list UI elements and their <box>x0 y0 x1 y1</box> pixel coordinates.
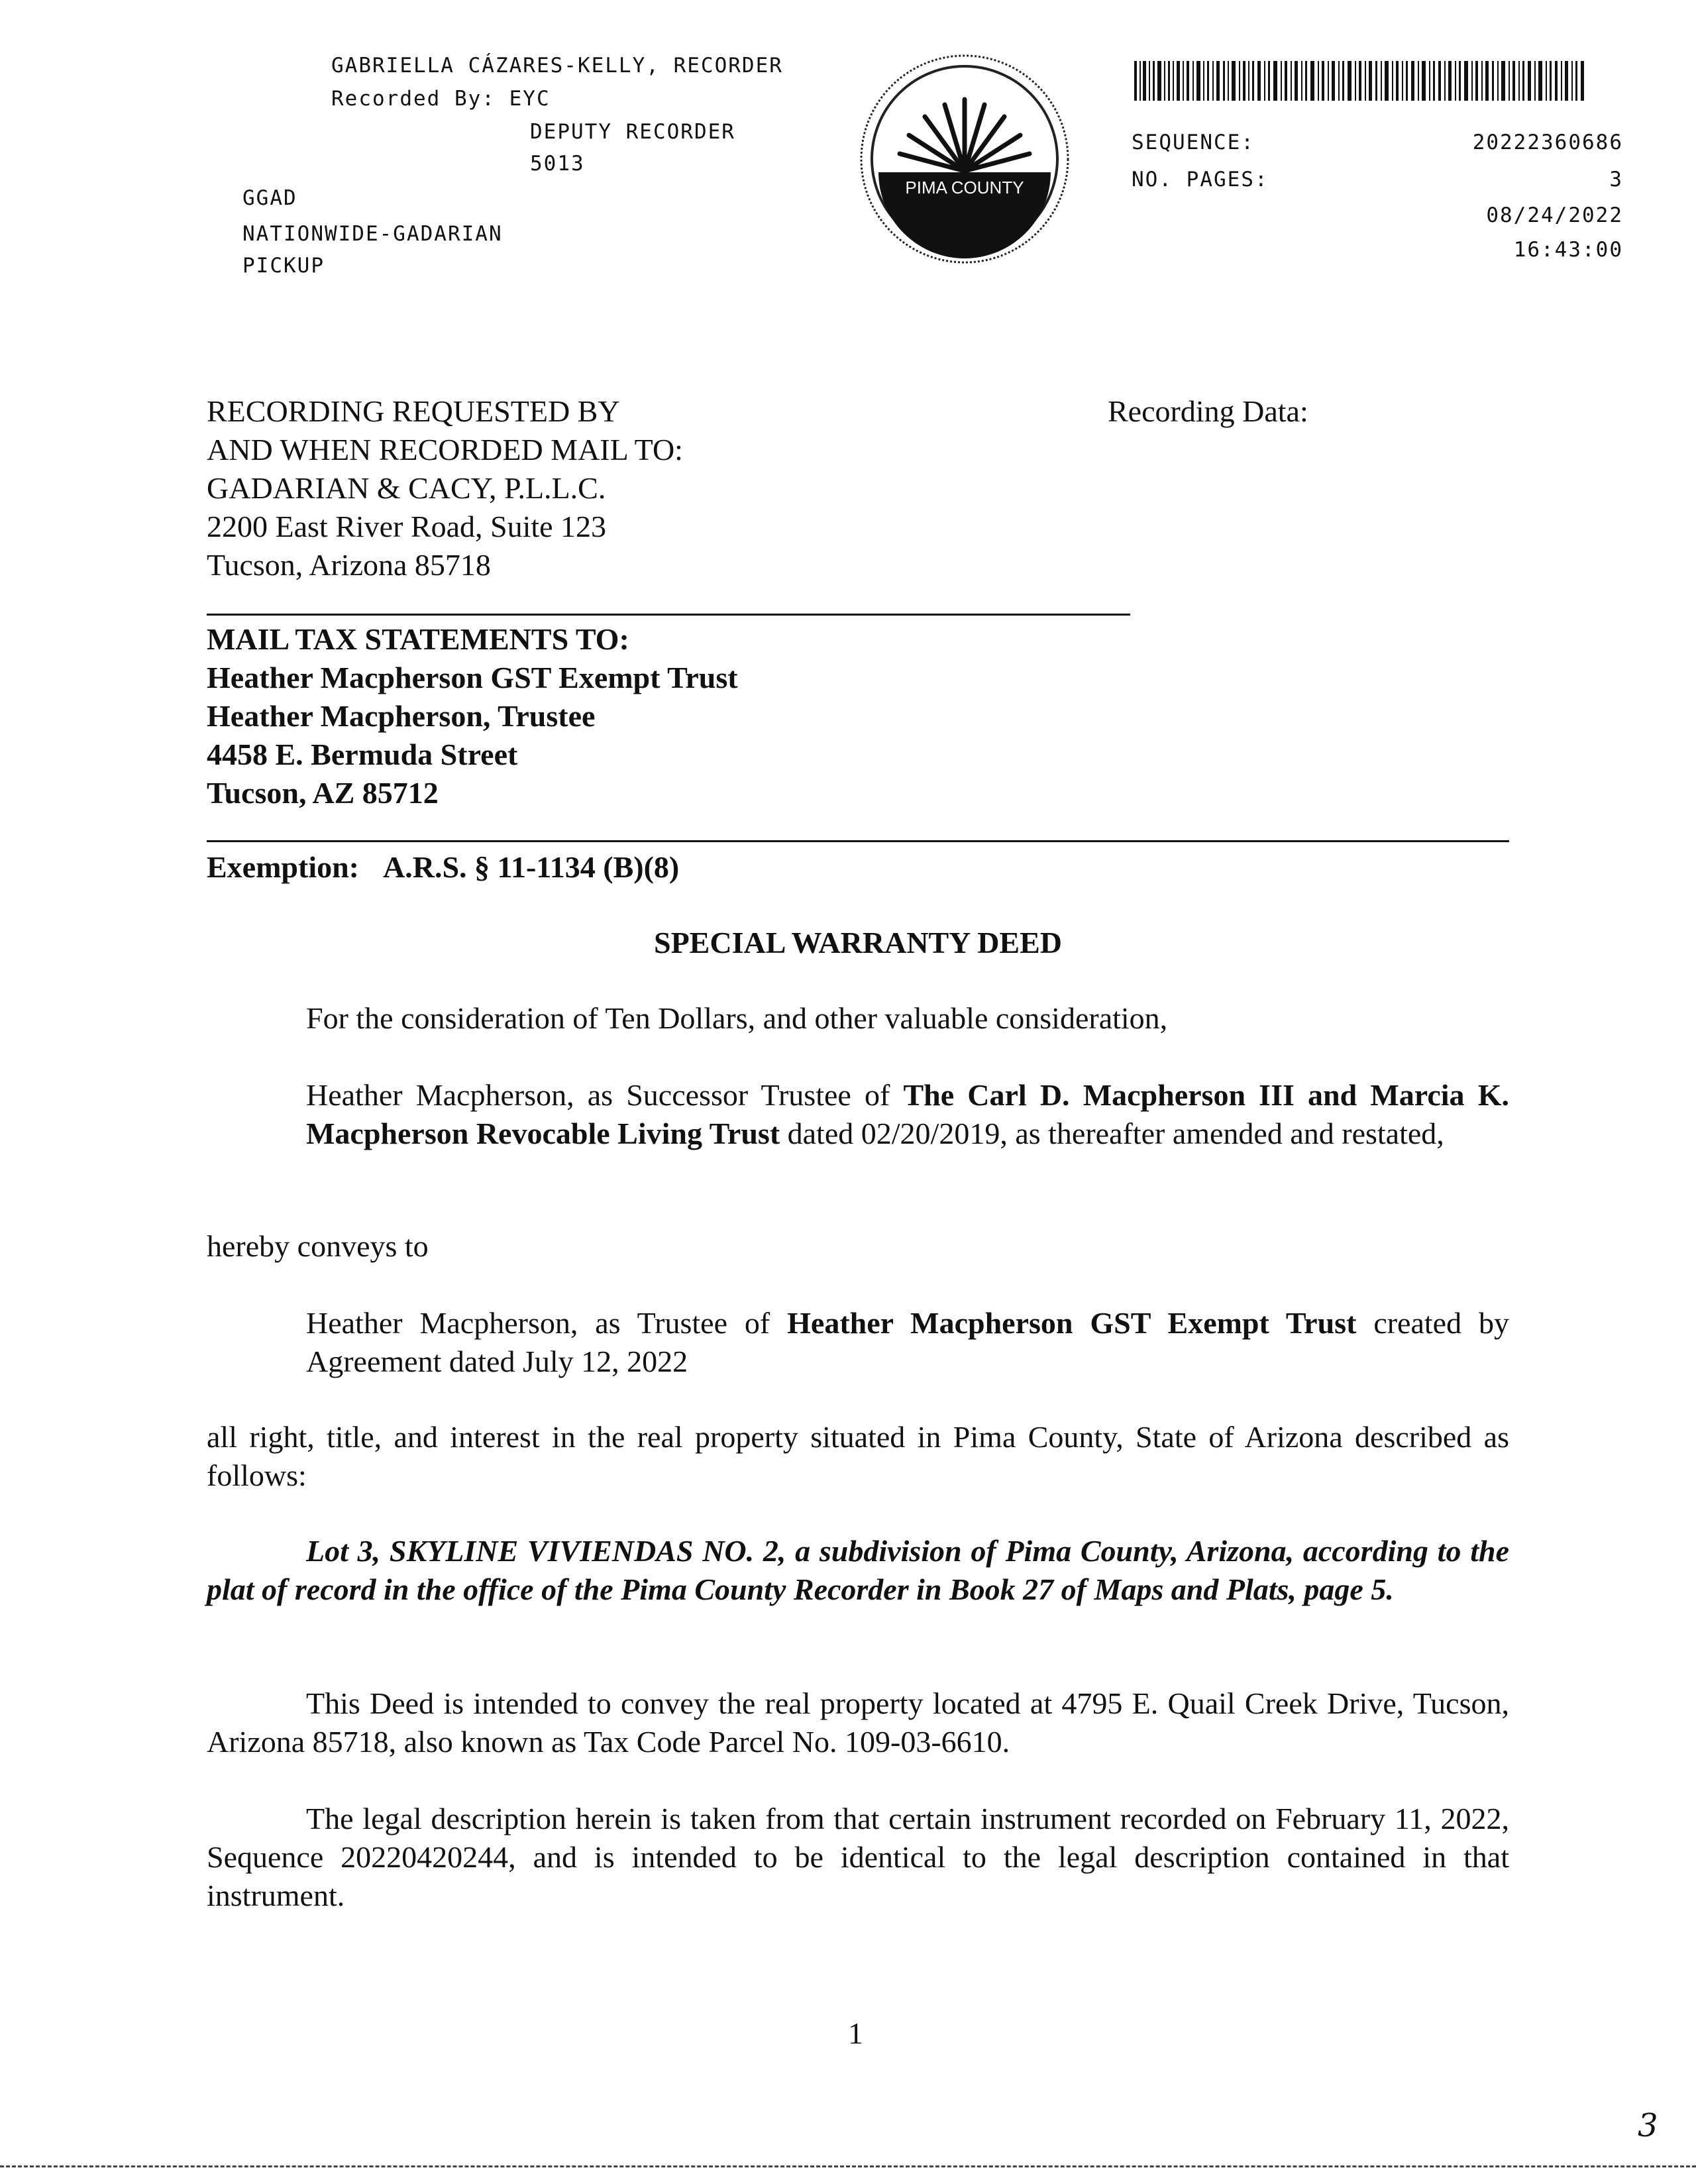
requested-line-1: RECORDING REQUESTED BY <box>207 394 620 428</box>
grantee-pre: Heather Macpherson, as Trustee of <box>306 1306 788 1340</box>
requested-line-5: Tucson, Arizona 85718 <box>207 548 491 582</box>
deed-title: SPECIAL WARRANTY DEED <box>653 926 1062 959</box>
recording-date: 08/24/2022 <box>1486 203 1623 227</box>
recording-agent: NATIONWIDE-GADARIAN <box>242 222 503 246</box>
consideration-clause: For the consideration of Ten Dollars, and other valuable consideration, <box>306 1001 1168 1035</box>
recording-time: 16:43:00 <box>1513 238 1623 262</box>
deputy-number: 5013 <box>530 152 585 176</box>
grantor-paragraph <box>306 1076 1509 1153</box>
grantee-paragraph <box>306 1304 1509 1381</box>
grantor-post: dated 02/20/2019, as thereafter amended and restated, <box>780 1117 1444 1150</box>
sequence-label: SEQUENCE: <box>1132 131 1255 154</box>
seal-text: PIMA COUNTY <box>905 178 1024 197</box>
recording-data-label: Recording Data: <box>1108 394 1308 428</box>
requested-line-2: AND WHEN RECORDED MAIL TO: <box>207 433 683 466</box>
pima-county-seal <box>859 53 1071 265</box>
intent-paragraph: This Deed is intended to convey the real property located at 4795 E. Quail Creek Drive, Tucson, Arizona 85718, also known as Tax Code Parcel No. 109-03-6610. <box>207 1686 1509 1759</box>
rule-1 <box>207 614 1130 616</box>
mail-tax-street: 4458 E. Bermuda Street <box>207 737 518 771</box>
handwritten-page-mark: 3 <box>1638 2107 1658 2144</box>
delivery-method: PICKUP <box>242 254 325 278</box>
source-paragraph: The legal description herein is taken from that certain instrument recorded on February 11, 2022, Sequence 20220420244, and is intended to be identical to the legal description contained in that instrument. <box>207 1802 1509 1912</box>
grantor-trust-name: The Carl D. Macpherson III and Marcia K. Macpherson Revocable Living Trust <box>306 1078 1509 1150</box>
requested-line-4: 2200 East River Road, Suite 123 <box>207 510 607 543</box>
mail-tax-trustee: Heather Macpherson, Trustee <box>207 699 596 733</box>
sequence-value: 20222360686 <box>1472 131 1623 154</box>
requested-line-3: GADARIAN & CACY, P.L.L.C. <box>207 471 606 505</box>
recorder-name: GABRIELLA CÁZARES-KELLY, RECORDER <box>331 54 783 78</box>
scan-edge <box>0 2165 1696 2167</box>
grantor-pre: Heather Macpherson, as Successor Trustee of <box>306 1078 904 1112</box>
rule-2 <box>207 840 1509 842</box>
legal-description: Lot 3, SKYLINE VIVIENDAS NO. 2, a subdivision of Pima County, Arizona, according to the plat of record in the office of the Pima County Recorder in Book 27 of Maps and Plats, page 5. <box>207 1534 1509 1606</box>
grantee-trust-name: Heather Macpherson GST Exempt Trust <box>787 1306 1357 1340</box>
grantee-post: created by Agreement dated July 12, 2022 <box>306 1306 1509 1378</box>
seal-sun-rays <box>900 99 1030 171</box>
barcode <box>1134 61 1585 101</box>
mail-tax-trust: Heather Macpherson GST Exempt Trust <box>207 661 738 694</box>
deputy-recorder: DEPUTY RECORDER <box>530 120 735 144</box>
mail-tax-city: Tucson, AZ 85712 <box>207 776 439 810</box>
page-number: 1 <box>848 2016 863 2050</box>
recorded-by: Recorded By: EYC <box>331 87 551 111</box>
exemption-label: Exemption: <box>207 850 359 884</box>
recording-code: GGAD <box>242 186 297 210</box>
conveys-clause: hereby conveys to <box>207 1229 429 1263</box>
exemption-value: A.R.S. § 11-1134 (B)(8) <box>383 850 680 884</box>
pages-value: 3 <box>1609 168 1623 191</box>
pages-label: NO. PAGES: <box>1132 168 1269 191</box>
mail-tax-heading: MAIL TAX STATEMENTS TO: <box>207 622 629 656</box>
property-intro: all right, title, and interest in the real property situated in Pima County, State of Arizona described as follows: <box>207 1420 1509 1492</box>
